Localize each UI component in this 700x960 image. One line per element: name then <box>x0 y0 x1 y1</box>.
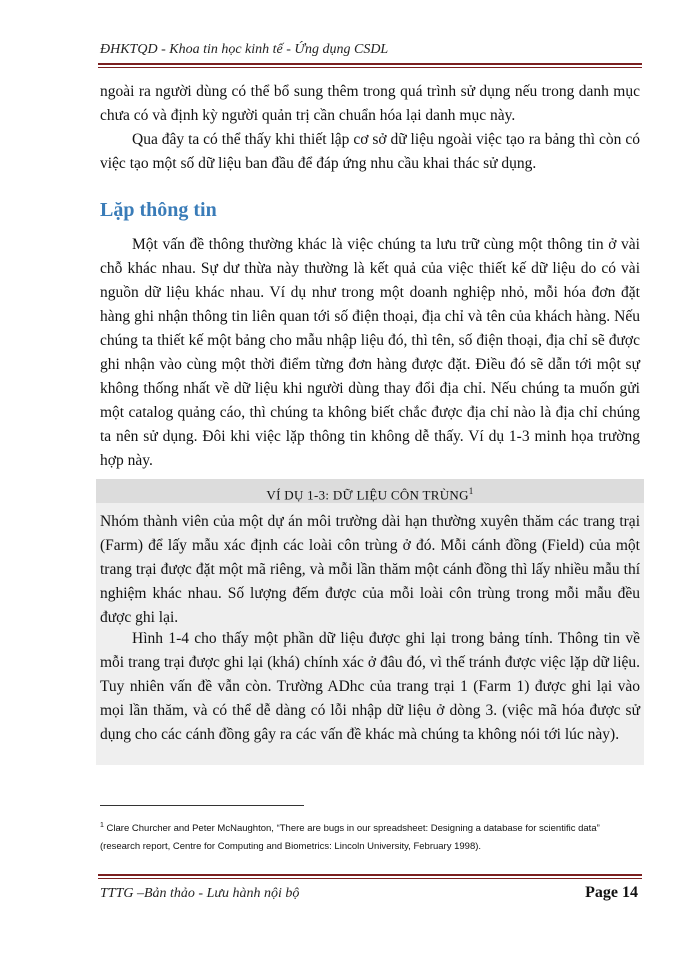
section-heading: Lặp thông tin <box>100 199 217 221</box>
page-label: Page <box>585 884 618 901</box>
running-header: ĐHKTQD - Khoa tin học kinh tế - Ứng dụng CSDL <box>100 42 389 57</box>
footnote-marker: 1 <box>100 822 104 829</box>
footer-text: TTTG –Bản thảo - Lưu hành nội bộ <box>100 886 300 901</box>
footnote <box>100 817 640 856</box>
section-body: Một vấn đề thông thường khác là việc chúng ta lưu trữ cùng một thông tin ở vài chỗ khác nhau. Sự dư thừa này thường là kết quả của việc thiết kế dữ liệu do có vài nguồn dữ liệu khác nhau. Ví dụ như trong một doanh nghiệp nhỏ, mỗi hóa đơn đặt hàng ghi nhận thông tin liên quan tới số điện thoại, địa chỉ và tên của khách hàng. Nếu chúng ta thiết kế một bảng cho mẫu nhập liệu đó, thì tên, số điện thoại, địa chỉ sẽ được ghi nhận vào cùng một thời điểm từng đơn hàng được đặt. Điều đó sẽ dẫn tới một sự không thống nhất về dữ liệu khi người dùng thay đổi địa chỉ. Nếu chúng ta muốn gửi một catalog quảng cáo, thì chúng ta không biết chắc được địa chỉ nào là địa chỉ chúng ta nên sử dụng. Đôi khi việc lặp thông tin không dễ thấy. Ví dụ 1-3 minh họa trường hợp này. <box>100 236 640 469</box>
footnote-text: Clare Churcher and Peter McNaughton, “There are bugs in our spreadsheet: Designing a database for scientific data” (research report, Centre for Computing and Biometrics: Lincoln University, February 1998). <box>100 823 600 853</box>
header-rule <box>98 63 642 68</box>
example-title-text: VÍ DỤ 1-3: DỮ LIỆU CÔN TRÙNG <box>266 487 469 503</box>
footer-rule <box>98 874 642 879</box>
footnote-rule <box>100 805 304 806</box>
example-title <box>96 479 644 503</box>
page-number-value: 14 <box>622 884 638 901</box>
example-footnote-ref: 1 <box>468 486 474 496</box>
intro-paragraph-2: Qua đây ta có thể thấy khi thiết lập cơ sở dữ liệu ngoài việc tạo ra bảng thì còn có việc tạo một số dữ liệu ban đầu để đáp ứng nhu cầu khai thác sử dụng. <box>100 131 640 172</box>
page-number <box>585 884 638 902</box>
example-paragraph-2: Hình 1-4 cho thấy một phần dữ liệu được ghi lại trong bảng tính. Thông tin về mỗi trang trại được ghi lại (khá) chính xác ở đâu đó, vì thế tránh được việc lặp dữ liệu. Tuy nhiên vấn đề vẫn còn. Trường ADhc của trang trại 1 (Farm 1) được ghi lại vào mọi lần thăm, và có thể dễ dàng có lỗi nhập dữ liệu ở dòng 3. (việc mã hóa được sử dụng cho các cánh đồng gây ra các vấn đề khác mà chúng ta không nói tới lúc này). <box>100 630 640 743</box>
example-paragraph-1: Nhóm thành viên của một dự án môi trường dài hạn thường xuyên thăm các trang trại (Farm) để lấy mẫu xác định các loài côn trùng ở đó. Mỗi cánh đồng (Field) của một trang trại được đặt một mã riêng, và mỗi lần thăm một cánh đồng thì lấy nhiều mẫu thí nghiệm khác nhau. Số lượng đếm được của mỗi loài côn trùng trong mỗi mẫu đều được ghi lại. <box>100 513 640 626</box>
intro-paragraph-1: ngoài ra người dùng có thể bổ sung thêm trong quá trình sử dụng nếu trong danh mục chưa có và định kỳ người quản trị cần chuẩn hóa lại danh mục này. <box>100 83 640 124</box>
